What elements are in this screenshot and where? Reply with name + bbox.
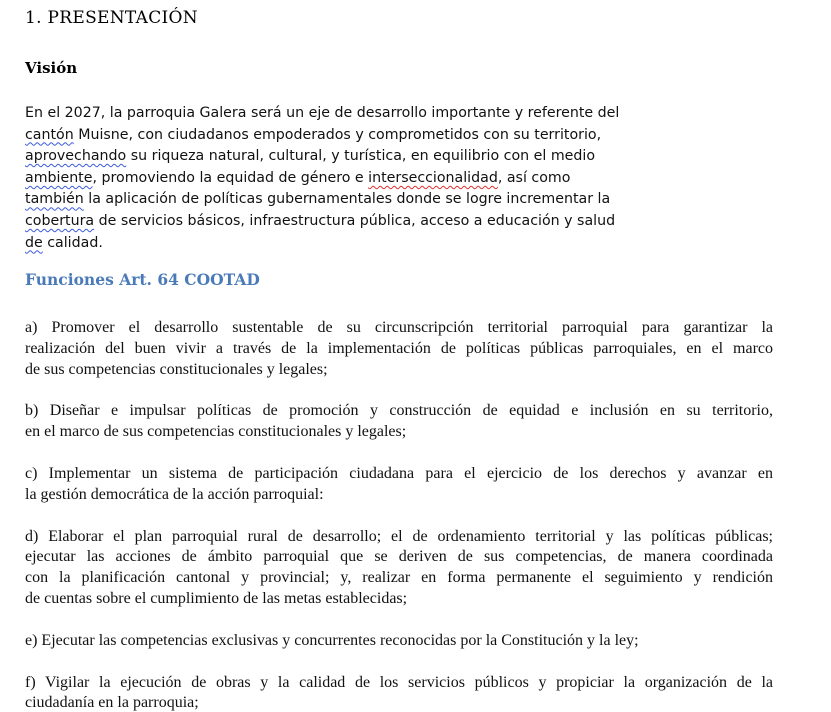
function-item-line: ciudadanía en la parroquia;	[25, 694, 199, 712]
vision-line	[25, 189, 645, 211]
vision-paragraph	[25, 103, 645, 254]
text-run: , así como	[497, 169, 571, 186]
function-item	[25, 401, 773, 443]
function-item	[25, 464, 773, 506]
vision-line	[25, 233, 645, 255]
vision-line	[25, 168, 645, 190]
function-item-line: e) Ejecutar las competencias exclusivas y concurrentes reconocidas por la Constitución y la ley;	[25, 631, 639, 649]
grammar-flagged-word: de	[25, 234, 43, 251]
vision-line	[25, 125, 645, 147]
vision-line	[25, 146, 645, 168]
function-item	[25, 527, 773, 610]
function-item-line: de cuentas sobre el cumplimiento de las metas establecidas;	[25, 589, 408, 607]
function-item-line: a) Promover el desarrollo sustentable de su circunscripción territorial parroquial para garantizar la	[25, 319, 773, 336]
function-item-line: la gestión democrática de la acción parroquial:	[25, 485, 324, 503]
text-run: su riqueza natural, cultural, y turística, en equilibrio con el medio	[126, 148, 596, 165]
function-item-line: de sus competencias constitucionales y legales;	[25, 360, 328, 378]
function-item-line: b) Diseñar e impulsar políticas de promoción y construcción de equidad e inclusión en su territorio,	[25, 402, 773, 420]
function-item-line: d) Elaborar el plan parroquial rural de desarrollo; el de ordenamiento territorial y las políticas públicas;	[25, 527, 773, 545]
grammar-flagged-word: cantón	[25, 126, 74, 143]
grammar-flagged-word: también	[25, 191, 84, 208]
vision-line	[25, 211, 645, 233]
function-item	[25, 631, 773, 652]
functions-list	[25, 318, 773, 712]
function-item-line: ejecutar las acciones de ámbito parroquial que se deriven de sus competencias, de manera coordinada	[25, 548, 773, 566]
function-item-line: con la planificación cantonal y provincial; y, realizar en forma permanente el seguimiento y rendición	[25, 569, 773, 587]
text-run: Muisne, con ciudadanos empoderados y comprometidos con su territorio,	[73, 126, 602, 143]
text-run: , promoviendo la equidad de género e	[92, 169, 369, 186]
function-item	[25, 318, 773, 380]
section-title: 1. PRESENTACIÓN	[25, 8, 198, 28]
text-run: la aplicación de políticas gubernamentales donde se logre incrementar la	[83, 191, 611, 208]
function-item-line: f) Vigilar la ejecución de obras y la calidad de los servicios públicos y propiciar la organización de la	[25, 673, 773, 691]
text-run: calidad.	[42, 234, 103, 251]
grammar-flagged-word: aprovechando	[25, 148, 127, 165]
vision-line	[25, 103, 645, 125]
vision-heading: Visión	[25, 59, 78, 77]
grammar-flagged-word: cobertura	[25, 212, 95, 229]
spelling-flagged-word: interseccionalidad	[368, 169, 498, 186]
function-item-line: realización del buen vivir a través de la implementación de políticas públicas parroquiales, en el marco	[25, 339, 773, 357]
function-item-line: c) Implementar un sistema de participación ciudadana para el ejercicio de los derechos y avanzar en	[25, 464, 773, 482]
functions-heading: Funciones Art. 64 COOTAD	[25, 270, 260, 289]
text-run: En el 2027, la parroquia Galera será un eje de desarrollo importante y referente del	[25, 105, 620, 121]
text-run: de servicios básicos, infraestructura pública, acceso a educación y salud	[94, 212, 616, 229]
function-item-line: en el marco de sus competencias constitucionales y legales;	[25, 423, 407, 441]
grammar-flagged-word: ambiente	[25, 169, 93, 186]
function-item	[25, 673, 773, 712]
